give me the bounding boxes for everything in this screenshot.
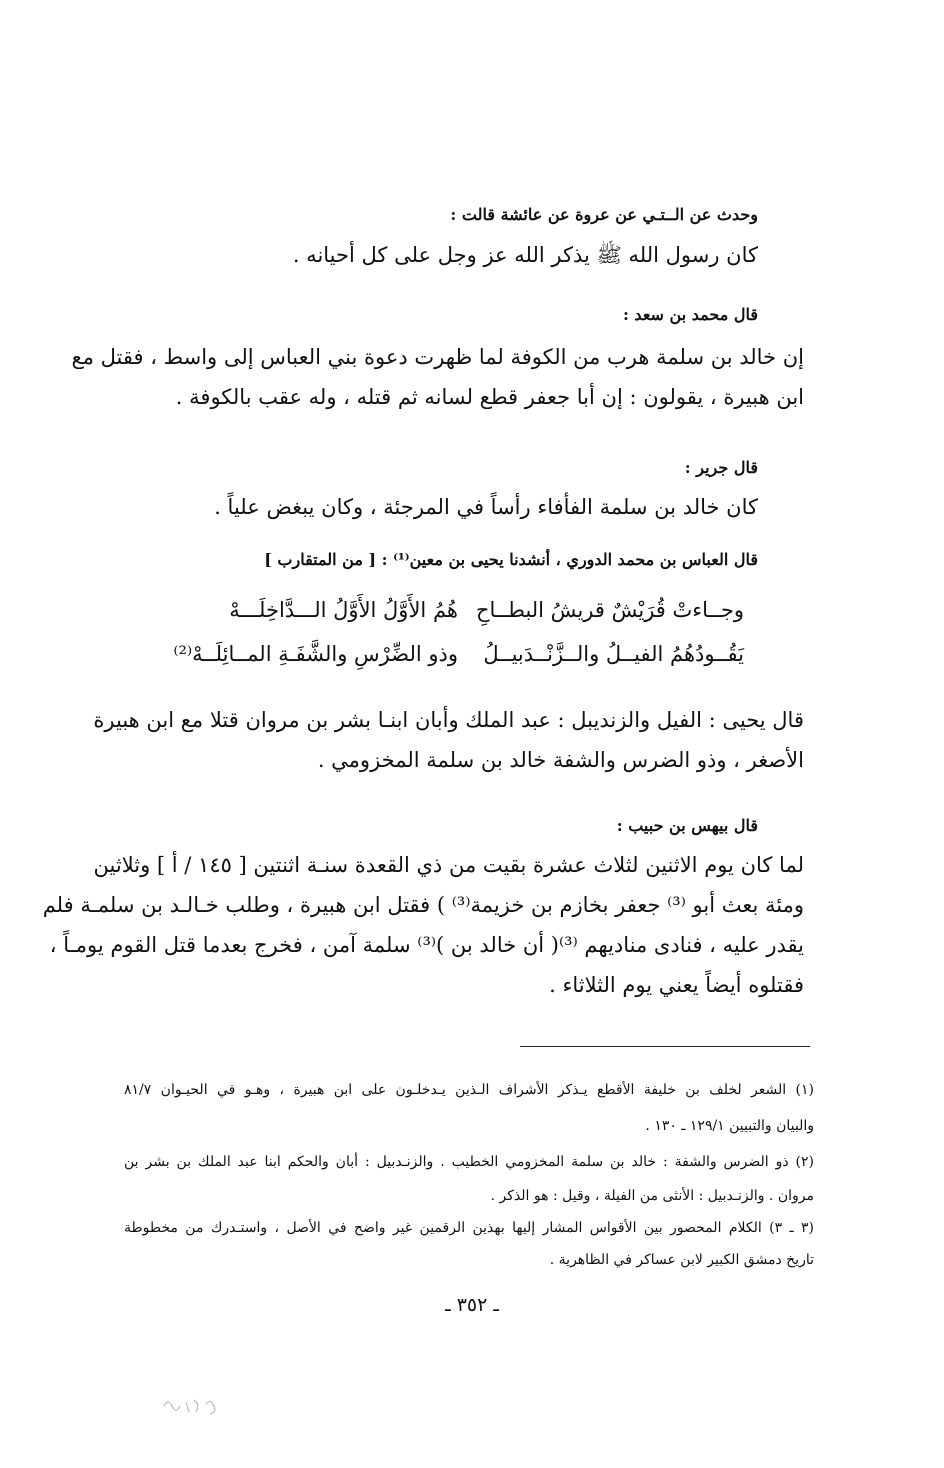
section-header: قال جرير : [684, 458, 758, 477]
footnote-line: تاريخ دمشق الكبير لابن عساكر في الظاهرية . [549, 1252, 814, 1268]
section-header: قال العباس بن محمد الدوري ، أنشدنا يحيى بن معين⁽¹⁾ : [ من المتقارب ] [264, 550, 758, 569]
footnote-separator [520, 1046, 810, 1047]
faint-stamp-mark [160, 1392, 230, 1418]
section-header: قال محمد بن سعد : [622, 305, 758, 324]
verse-hemistich-left: هُمُ الأَوَّلُ الأَوَّلُ الـــدَّاخِلَـــهْ [229, 598, 458, 622]
body-line: الأصغر ، وذو الضرس والشفة خالد بن سلمة المخزومي . [317, 748, 804, 772]
body-line: ابن هبيرة ، يقولون : إن أبا جعفر قطع لسانه ثم قتله ، وله عقب بالكوفة . [175, 385, 804, 409]
body-line: لما كان يوم الاثنين لثلاث عشرة بقيت من ذي القعدة سنـة اثنتين [ ١٤٥ / أ ] وثلاثين [93, 853, 804, 877]
section-header: قال بيهس بن حبيب : [616, 816, 758, 835]
body-line: يقدر عليه ، فنادى مناديهم ⁽³⁾( أن خالد بن )⁽³⁾ سلمة آمن ، فخرج بعدما قتل القوم يومـاً ، [49, 933, 804, 957]
body-line: كان رسول الله ﷺ يذكر الله عز وجل على كل أحيانه . [292, 243, 758, 267]
body-line: ومئة بعث أبو ⁽³⁾ جعفر بخازم بن خزيمة⁽³⁾ ) فقتل ابن هبيرة ، وطلب خـالـد بن سلمـة فلم [42, 893, 804, 917]
footnote-line: (١) الشعر لخلف بن خليفة الأقطع يـذكر الأشراف الـذين يـدخلـون على ابن هبيرة ، وهـو في الحيـوان ٨١/٧ [124, 1082, 814, 1098]
page-number: ـ ٣٥٢ ـ [445, 1294, 499, 1316]
body-line: قال يحيى : الفيل والزنديبل : عبد الملك وأبان ابنـا بشر بن مروان قتلا مع ابن هبيرة [93, 708, 804, 732]
verse-hemistich-right: يَقُــودُهُمُ الفيــلُ والــزَّنْــدَبيــلُ [483, 642, 744, 666]
footnote-line: مروان . والزنـدبيل : الأنثى من الفيلة ، وقيل : هو الذكر . [490, 1188, 814, 1204]
section-header: وحدث عن الــتـي عن عروة عن عائشة قالت : [450, 205, 758, 224]
body-line: إن خالد بن سلمة هرب من الكوفة لما ظهرت دعوة بني العباس إلى واسط ، فقتل مع [71, 345, 804, 369]
body-line: فقتلوه أيضاً يعني يوم الثلاثاء . [549, 973, 804, 997]
verse-hemistich-right: وجــاءتْ قُرَيْشٌ قريشُ البطــاحِ [475, 598, 744, 622]
footnote-line: (٣ ـ ٣) الكلام المحصور بين الأقواس المشار إليها بهذين الرقمين غير واضح في الأصل ، واستـدرك من مخطوطة [124, 1220, 814, 1236]
footnote-line: (٢) ذو الضرس والشفة : خالد بن سلمة المخزومي الخطيب . والزنـدبيل : أبان والحكم ابنا عبد الملك بن بشر بن [124, 1154, 814, 1170]
body-line: كان خالد بن سلمة الفأفاء رأساً في المرجئة ، وكان يبغض علياً . [214, 495, 758, 519]
verse-hemistich-left: وذو الضِّرْسِ والشَّفَـةِ المــائِلَــهْ⁽²⁾ [173, 642, 458, 666]
footnote-line: والبيان والتبيين ١٢٩/١ ـ ١٣٠ . [645, 1118, 814, 1134]
